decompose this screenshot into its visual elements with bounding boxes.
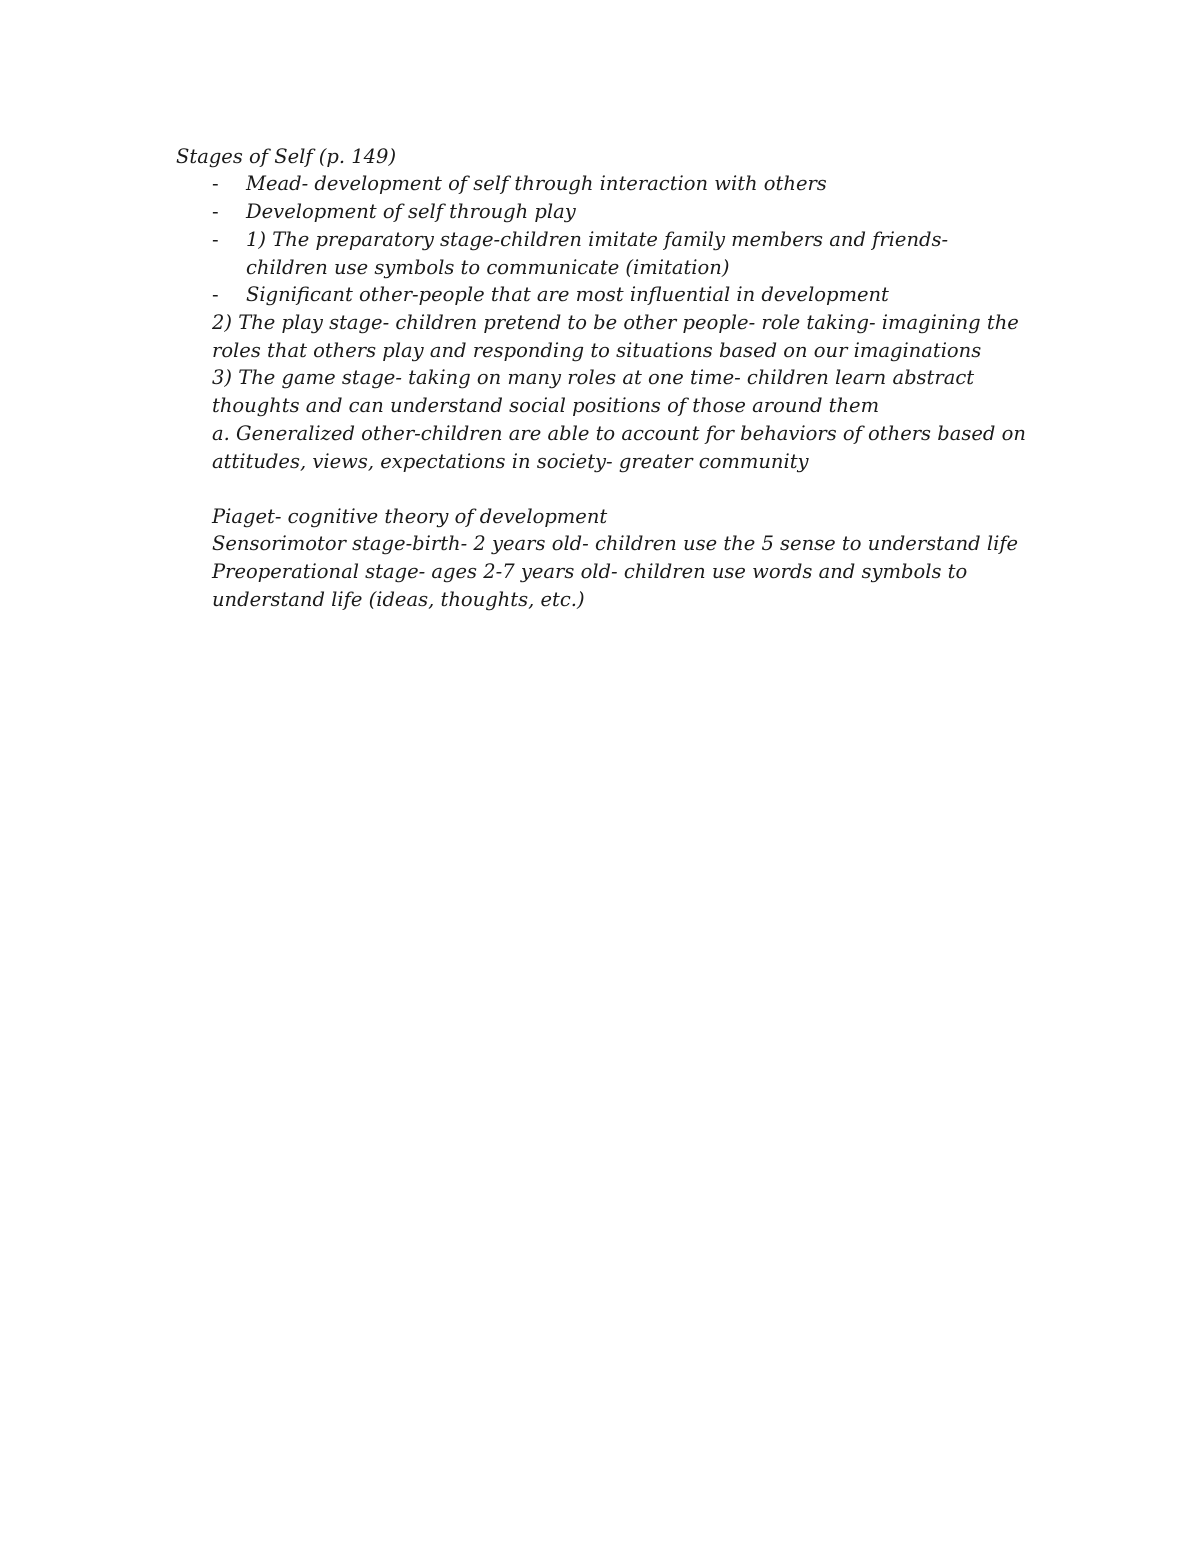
bullet-item: Mead- development of self through interaction with others — [246, 172, 827, 195]
piaget-line: Preoperational stage- ages 2-7 years old- children use words and symbols to — [212, 560, 968, 583]
paragraph-line: attitudes, views, expectations in society- greater community — [212, 450, 809, 473]
bullet-item: Significant other-people that are most influential in development — [246, 283, 889, 306]
paragraph-line: 3) The game stage- taking on many roles at one time- children learn abstract — [212, 366, 975, 389]
bullet-item-continuation: children use symbols to communicate (imitation) — [246, 256, 730, 279]
bullet-item: Development of self through play — [246, 200, 576, 223]
piaget-line: understand life (ideas, thoughts, etc.) — [212, 588, 585, 611]
paragraph-line: 2) The play stage- children pretend to be other people- role taking- imagining the — [212, 311, 1019, 334]
paragraph-line: a. Generalized other-children are able to account for behaviors of others based on — [212, 422, 1026, 445]
bullet-marker: - — [212, 172, 219, 195]
heading: Stages of Self (p. 149) — [176, 145, 397, 168]
bullet-marker: - — [212, 228, 219, 251]
piaget-heading: Piaget- cognitive theory of development — [212, 505, 608, 528]
paragraph-line: roles that others play and responding to situations based on our imaginations — [212, 339, 982, 362]
bullet-marker: - — [212, 200, 219, 223]
piaget-line: Sensorimotor stage-birth- 2 years old- children use the 5 sense to understand life — [212, 532, 1019, 555]
paragraph-line: thoughts and can understand social positions of those around them — [212, 394, 880, 417]
bullet-marker: - — [212, 283, 219, 306]
bullet-item: 1) The preparatory stage-children imitate family members and friends- — [246, 228, 949, 251]
